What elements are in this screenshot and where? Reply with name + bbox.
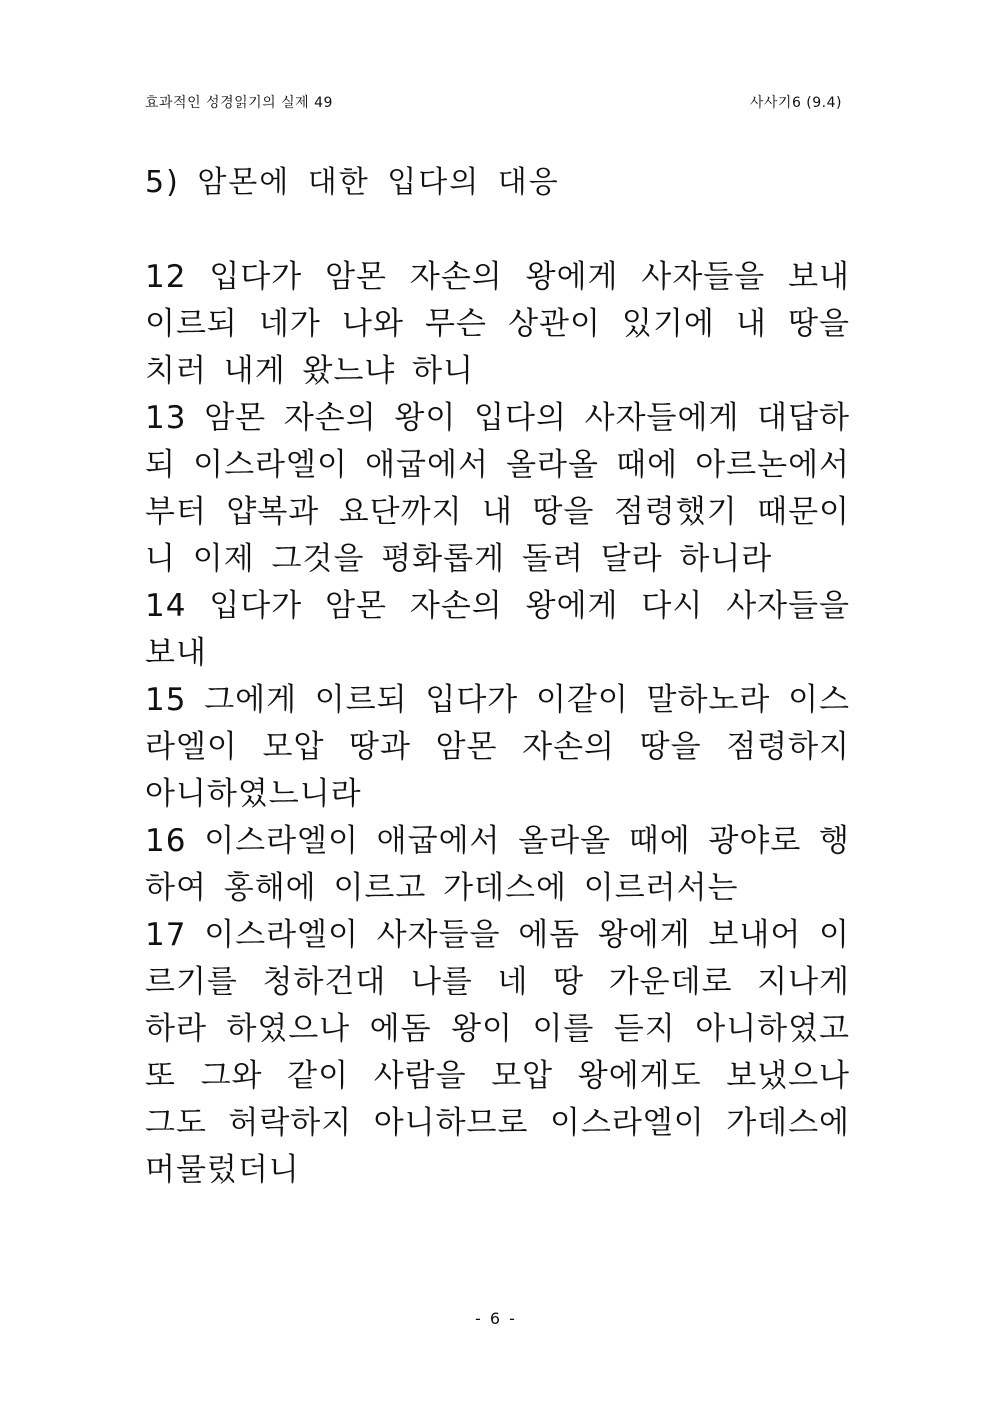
verse-17: 17 이스라엘이 사자들을 에돔 왕에게 보내어 이르기를 청하건대 나를 네 땅 가운데로 지나게 하라 하였으나 에돔 왕이 이를 듣지 아니하였고 또 그와 같이 사람을 모압 왕에게도 보냈으나 그도 허락하지 아니하므로 이스라엘이 가데스에 머물렀더니 (145, 917, 850, 1188)
page-header (145, 90, 842, 114)
header-book-title: 효과적인 성경읽기의 실제 49 (145, 95, 333, 111)
section-heading: 5) 암몬에 대한 입다의 대응 (145, 165, 560, 200)
scripture-passage (145, 254, 850, 1194)
verse-12: 12 입다가 암몬 자손의 왕에게 사자들을 보내 이르되 네가 나와 무슨 상관이 있기에 내 땅을 치러 내게 왔느냐 하니 (145, 259, 850, 389)
page-number: - 6 - (475, 1309, 517, 1328)
verse-13: 13 암몬 자손의 왕이 입다의 사자들에게 대답하되 이스라엘이 애굽에서 올라올 때에 아르논에서부터 얍복과 요단까지 내 땅을 점령했기 때문이니 이제 그것을 평화롭게 돌려 달라 하니라 (145, 400, 850, 577)
verse-14: 14 입다가 암몬 자손의 왕에게 다시 사자들을 보내 (145, 588, 850, 671)
verse-16: 16 이스라엘이 애굽에서 올라올 때에 광야로 행하여 홍해에 이르고 가데스에 이르러서는 (145, 823, 850, 906)
header-chapter-info: 사사기6 (9.4) (749, 95, 842, 111)
verse-15: 15 그에게 이르되 입다가 이같이 말하노라 이스라엘이 모압 땅과 암몬 자손의 땅을 점령하지 아니하였느니라 (145, 682, 850, 812)
